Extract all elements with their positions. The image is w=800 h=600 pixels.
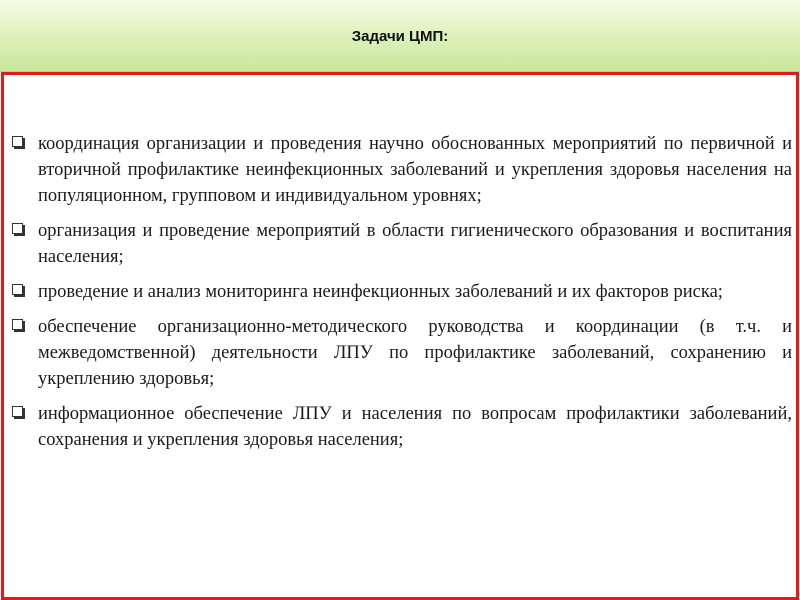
bullet-text-4: обеспечение организационно-методического руководства и координации (в т.ч. и межведомственной) деятельности ЛПУ по профилактике заболеваний, сохранению и укреплению здоровья; <box>38 317 792 389</box>
square-bullet-icon <box>12 223 23 234</box>
bullet-item-5 <box>8 401 792 453</box>
bullet-text-2: организация и проведение мероприятий в области гигиенического образования и воспитания населения; <box>38 221 792 267</box>
bullet-item-2 <box>8 218 792 270</box>
slide-title: Задачи ЦМП: <box>351 28 449 45</box>
square-bullet-icon <box>12 136 23 147</box>
bullet-item-1 <box>8 131 792 209</box>
bullet-text-1: координация организации и проведения научно обоснованных мероприятий по первичной и вторичной профилактике неинфекционных заболеваний и укрепления здоровья населения на популяционном, групповом и индивидуальном уровнях; <box>38 134 792 206</box>
square-bullet-icon <box>12 284 23 295</box>
bullet-list <box>8 131 792 462</box>
bullet-item-4 <box>8 314 792 392</box>
bullet-text-5: информационное обеспечение ЛПУ и населения по вопросам профилактики заболеваний, сохранения и укрепления здоровья населения; <box>38 404 792 450</box>
bullet-text-3: проведение и анализ мониторинга неинфекционных заболеваний и их факторов риска; <box>38 282 723 302</box>
square-bullet-icon <box>12 319 23 330</box>
bullet-item-3 <box>8 279 792 305</box>
square-bullet-icon <box>12 406 23 417</box>
